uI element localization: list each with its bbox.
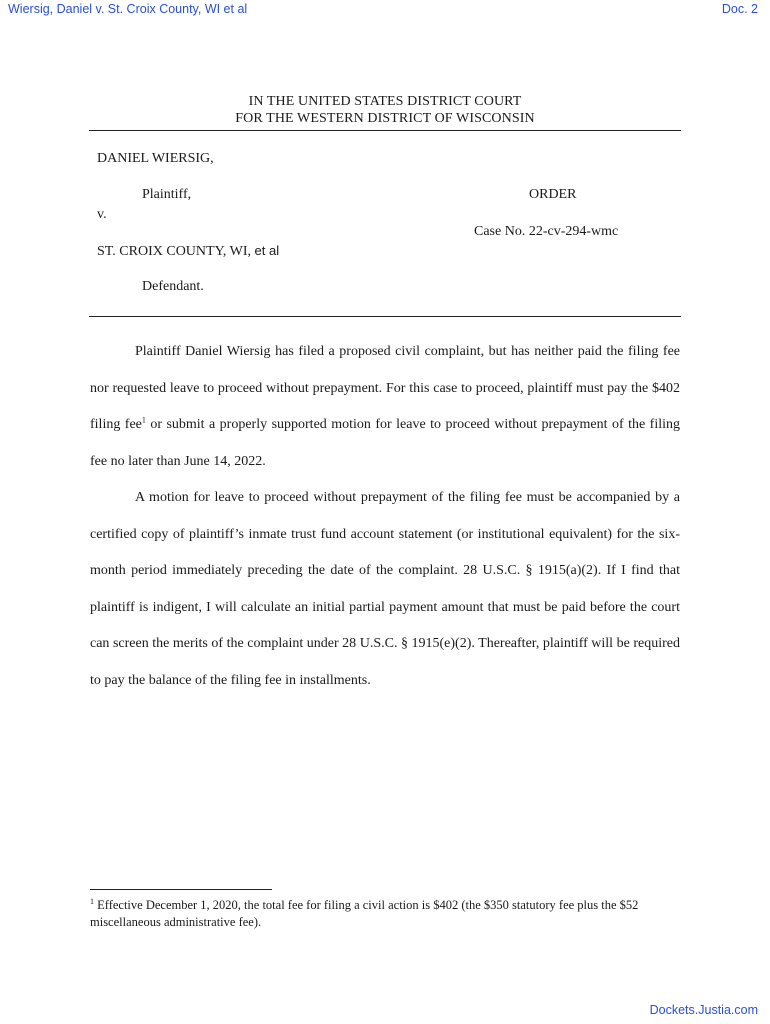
defendant-suffix: et al [254,243,280,258]
justia-site-link[interactable]: Dockets.Justia.com [649,1003,758,1017]
footnote-reference: 1 [141,415,146,425]
paragraph-1 [90,334,680,480]
document-type: ORDER [529,187,577,202]
court-header [0,93,770,127]
case-title-link[interactable]: Wiersig, Daniel v. St. Croix County, WI et al [8,2,248,16]
footnote-marker: 1 [90,896,94,906]
versus-label: v. [97,207,107,222]
plaintiff-role: Plaintiff, [142,187,192,202]
plaintiff-name: DANIEL WIERSIG, [97,151,214,166]
footnote [90,897,682,931]
header-divider [89,130,681,131]
docket-number-link[interactable]: Doc. 2 [721,2,758,16]
paragraph-1-part-1: Plaintiff Daniel Wiersig has filed a proposed civil complaint, but has neither paid the filing fee nor requested leave to proceed without prepayment. For this case to proceed, plaintiff must pay the $402 filing fee [90,344,680,432]
court-name-line1: IN THE UNITED STATES DISTRICT COURT [248,94,522,109]
court-name-line2: FOR THE WESTERN DISTRICT OF WISCONSIN [235,111,535,126]
footnote-text: Effective December 1, 2020, the total fee for filing a civil action is $402 (the $350 statutory fee plus the $52 miscellaneous administrative fee). [90,898,639,929]
defendant-name: ST. CROIX COUNTY, WI, [97,244,252,259]
footnote-divider [90,889,272,890]
defendant-caption [97,243,279,260]
defendant-role: Defendant. [142,279,204,294]
paragraph-2: A motion for leave to proceed without prepayment of the filing fee must be accompanied by a certified copy of plaintiff’s inmate trust fund account statement (or institutional equivalent) for the six-month period immediately preceding the date of the complaint. 28 U.S.C. § 1915(a)(2). If I find that plaintiff is indigent, I will calculate an initial partial payment amount that must be paid before the court can screen the merits of the complaint under 28 U.S.C. § 1915(e)(2). Thereafter, plaintiff will be required to pay the balance of the filing fee in installments. [90,490,680,688]
case-number: Case No. 22-cv-294-wmc [474,224,619,239]
order-body [90,334,680,699]
top-bar [0,0,770,22]
paragraph-1-part-2: or submit a properly supported motion for leave to proceed without prepayment of the filing fee no later than June 14, 2022. [90,417,680,469]
caption-divider [89,316,681,317]
